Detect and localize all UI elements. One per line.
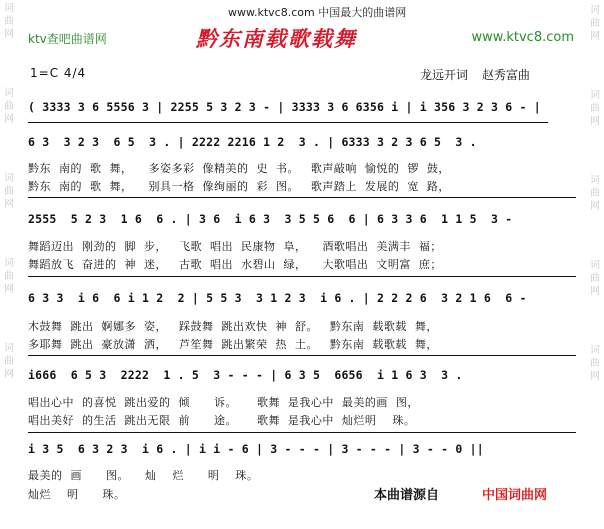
watermark-right-column — [587, 0, 603, 529]
watermark-char: 网 — [4, 369, 14, 380]
watermark-char: 网 — [4, 29, 14, 40]
watermark-char: 网 — [590, 201, 600, 212]
lyric-verse-1: 最美的 画 图。 灿 烂 明 珠。 — [28, 469, 259, 482]
watermark-char: 词 — [4, 343, 14, 354]
watermark-char: 曲 — [4, 356, 14, 367]
song-title: 黔东南载歌载舞 — [196, 26, 357, 51]
watermark-left-column — [1, 0, 17, 529]
staff-divider — [28, 197, 576, 198]
watermark-char: 词 — [590, 90, 600, 101]
staff-divider — [28, 432, 576, 433]
lyric-verse-1: 黔东 南的 歌 舞， 多姿多彩 像精美的 史 书。 歌声敲响 愉悦的 锣 鼓， — [28, 162, 450, 175]
watermark-char: 网 — [590, 116, 600, 127]
watermark-char: 词 — [4, 88, 14, 99]
lyric-verse-2: 黔东 南的 歌 舞， 别具一格 像绚丽的 彩 图。 歌声踏上 发展的 宽 路， — [28, 180, 450, 193]
watermark-char: 网 — [590, 31, 600, 42]
credits — [420, 66, 530, 83]
watermark-char: 词 — [590, 260, 600, 271]
source-prefix: 本曲谱源自 — [374, 488, 440, 503]
key-signature: 1=C 4/4 — [30, 66, 87, 80]
source-site: 中国词曲网 — [482, 488, 548, 503]
lyric-verse-2: 灿烂 明 珠。 — [28, 488, 126, 501]
watermark-char: 网 — [4, 284, 14, 295]
notation-row-1: ( 3333 3 6 5556 3 | 2255 5 3 2 3 - | 3333 3 6 6356 i | i 356 3 2 3 6 - | — [28, 100, 541, 114]
lyric-verse-2: 唱出美好 的生活 跳出无限 前 途。 歌舞 是我心中 灿烂明 珠。 — [28, 414, 416, 427]
staff-divider — [28, 122, 548, 123]
watermark-char: 曲 — [590, 273, 600, 284]
notation-row-5: i666 6 5 3 2222 1 . 5 3 - - - | 6 3 5 6656 i 1 6 3 3 . — [28, 368, 463, 382]
site-url-right: www.ktvc8.com — [471, 30, 574, 45]
notation-row-4: 6 3 3 i 6 6 i 1 2 2 | 5 5 3 3 1 2 3 i 6 . | 2 2 2 6 3 2 1 6 6 - — [28, 291, 527, 305]
lyric-verse-1: 木鼓舞 跳出 婀娜多 姿， 踩鼓舞 跳出欢快 神 舒。 黔东南 载歌载 舞， — [28, 320, 438, 333]
watermark-char: 词 — [590, 5, 600, 16]
lyric-verse-2: 多耶舞 跳出 豪放潇 洒， 芦笙舞 跳出繁荣 热 土。 黔东南 载歌载 舞， — [28, 338, 438, 351]
watermark-char: 曲 — [590, 188, 600, 199]
lyricist: 龙远开词 — [420, 68, 469, 82]
staff-divider — [28, 355, 576, 356]
watermark-char: 曲 — [4, 16, 14, 27]
notation-row-6: i 3 5 6 3 2 3 i 6 . | i i - 6 | 3 - - - | 3 - - - | 3 - - 0 || — [28, 442, 484, 456]
watermark-char: 曲 — [4, 186, 14, 197]
site-banner-top: www.ktvc8.com 中国最大的曲谱网 — [228, 6, 407, 19]
watermark-char: 曲 — [590, 18, 600, 29]
watermark-char: 网 — [590, 371, 600, 382]
watermark-char: 曲 — [590, 358, 600, 369]
watermark-char: 网 — [4, 199, 14, 210]
lyric-verse-1: 唱出心中 的喜悦 跳出爱的 倾 诉。 歌舞 是我心中 最美的画 图， — [28, 396, 419, 409]
watermark-char: 词 — [4, 258, 14, 269]
watermark-char: 曲 — [590, 103, 600, 114]
watermark-char: 网 — [4, 114, 14, 125]
composer: 赵秀富曲 — [481, 68, 530, 82]
notation-row-2: 6 3 3 2 3 6 5 3 . | 2222 2216 1 2 3 . | 6333 3 2 3 6 5 3 . — [28, 135, 477, 149]
watermark-char: 词 — [4, 173, 14, 184]
watermark-char: 曲 — [4, 271, 14, 282]
watermark-char: 词 — [4, 3, 14, 14]
lyric-verse-2: 舞蹈放飞 奋进的 神 迷， 古歌 唱出 水碧山 绿， 大歌唱出 文明富 庶； — [28, 258, 442, 271]
notation-row-3: 2555 5 2 3 1 6 6 . | 3 6 i 6 3 3 5 5 6 6 | 6 3 3 6 1 1 5 3 - — [28, 212, 513, 226]
lyric-verse-1: 舞蹈迈出 刚劲的 脚 步， 飞歌 唱出 民康物 阜， 酒歌唱出 美满丰 福； — [28, 240, 442, 253]
staff-divider — [28, 276, 576, 277]
watermark-char: 曲 — [4, 101, 14, 112]
watermark-char: 词 — [590, 175, 600, 186]
site-name-left: ktv查吧曲谱网 — [28, 32, 107, 46]
watermark-char: 网 — [590, 286, 600, 297]
watermark-char: 词 — [590, 345, 600, 356]
